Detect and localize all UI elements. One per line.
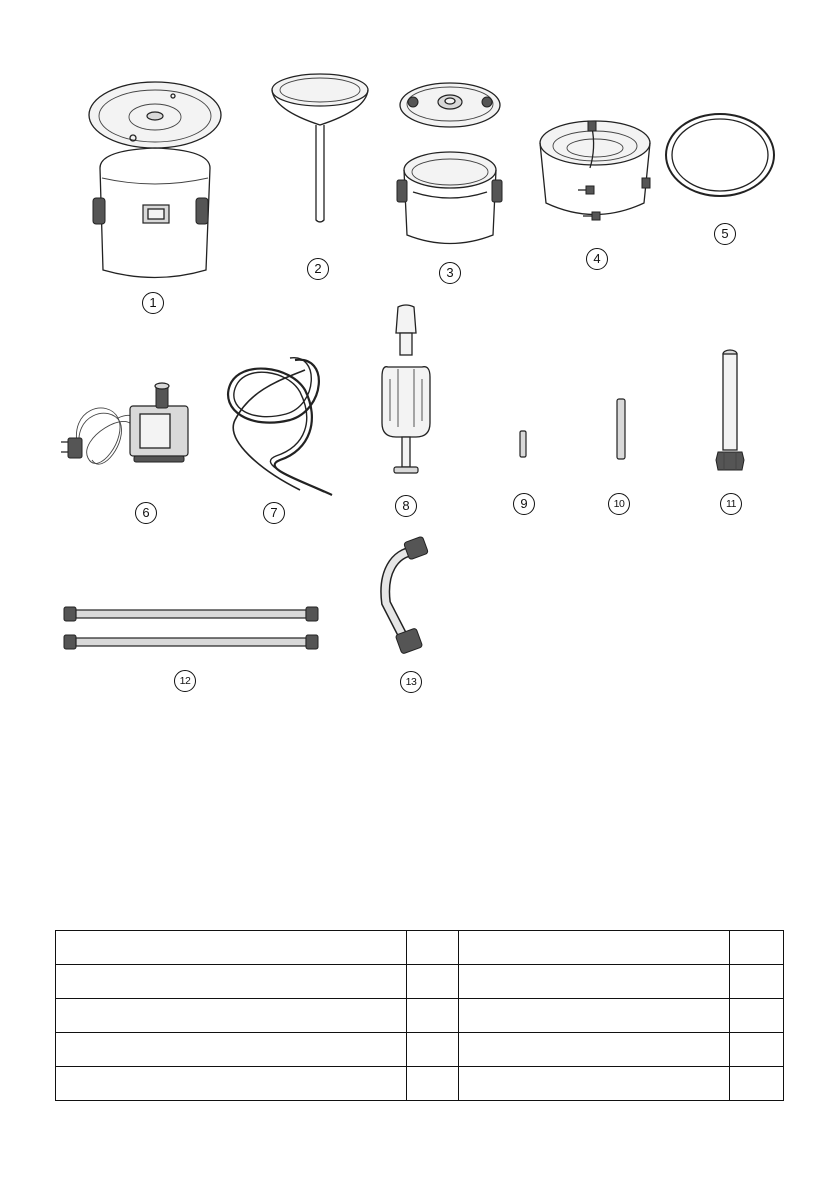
table-cell	[459, 1033, 730, 1067]
diffuser-plate-icon	[270, 70, 370, 230]
table-cell	[56, 965, 407, 999]
short-pin-icon	[519, 430, 527, 458]
part-number-5: 5	[714, 223, 736, 245]
table-cell	[730, 999, 784, 1033]
part-number-4: 4	[586, 248, 608, 270]
parts-list-table	[55, 930, 784, 1101]
part-number-1: 1	[142, 292, 164, 314]
thermometer-probe-icon	[712, 348, 748, 478]
part-number-9: 9	[513, 493, 535, 515]
pot-with-lid-icon	[88, 80, 223, 285]
part-number-11: 11	[720, 493, 742, 515]
table-cell	[56, 931, 407, 965]
table-cell	[730, 931, 784, 965]
part-number-6: 6	[135, 502, 157, 524]
part-number-7: 7	[263, 502, 285, 524]
condenser-bowl-icon	[538, 118, 653, 228]
part-number-3: 3	[439, 262, 461, 284]
table-row	[56, 1067, 784, 1101]
bent-elbow-pipe-icon	[374, 533, 440, 658]
table-cell	[407, 1067, 459, 1101]
airlock-icon	[374, 305, 438, 480]
table-cell	[407, 999, 459, 1033]
table-cell	[459, 965, 730, 999]
part-number-8: 8	[395, 495, 417, 517]
part-number-12: 12	[174, 670, 196, 692]
part-number-2: 2	[307, 258, 329, 280]
table-cell	[730, 1067, 784, 1101]
table-cell	[459, 931, 730, 965]
braided-hoses-icon	[62, 603, 320, 653]
table-row	[56, 931, 784, 965]
table-cell	[459, 999, 730, 1033]
silicone-ring-icon	[664, 112, 776, 198]
part-number-13: 13	[400, 671, 422, 693]
table-cell	[56, 1033, 407, 1067]
column-lid-and-basket-icon	[395, 80, 505, 250]
silicone-hose-icon	[220, 350, 335, 500]
table-cell	[407, 931, 459, 965]
table-cell	[459, 1067, 730, 1101]
table-row	[56, 999, 784, 1033]
table-cell	[56, 1067, 407, 1101]
table-cell	[730, 965, 784, 999]
table-cell	[730, 1033, 784, 1067]
part-number-10: 10	[608, 493, 630, 515]
long-pin-icon	[616, 398, 626, 460]
table-cell	[407, 1033, 459, 1067]
table-row	[56, 1033, 784, 1067]
water-pump-icon	[58, 378, 198, 488]
table-row	[56, 965, 784, 999]
table-cell	[56, 999, 407, 1033]
table-cell	[407, 965, 459, 999]
